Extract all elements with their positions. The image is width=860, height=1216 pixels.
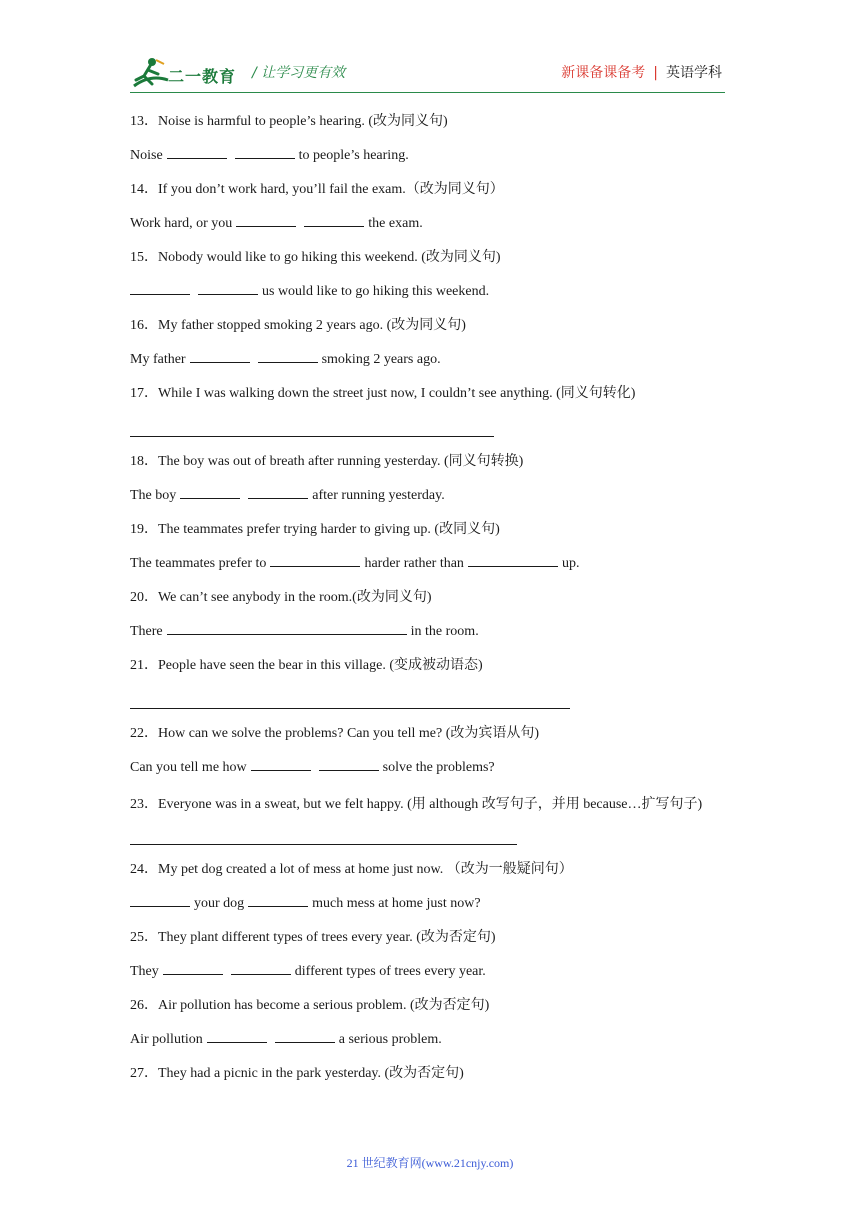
answer-text: The boy	[130, 488, 177, 503]
answer-blank[interactable]	[130, 278, 190, 295]
header-separator: |	[653, 65, 658, 81]
question-25: 25．They plant different types of trees every year. (改为否定句)	[130, 930, 496, 945]
answer-21	[130, 686, 730, 720]
page-footer: 21 世纪教育网(www.21cnjy.com)	[346, 1156, 514, 1170]
answer-text: a serious problem.	[338, 1032, 442, 1047]
question-17: 17．While I was walking down the street just now, I couldn’t see anything. (同义句转化)	[130, 386, 636, 401]
answer-23	[130, 822, 730, 856]
page-header	[0, 0, 860, 100]
answer-blank[interactable]	[270, 550, 360, 567]
answer-blank[interactable]	[167, 618, 407, 635]
answer-blank[interactable]	[190, 346, 250, 363]
question-21: 21．People have seen the bear in this village. (变成被动语态)	[130, 658, 483, 673]
answer-26	[130, 1026, 730, 1060]
answer-blank[interactable]	[319, 754, 379, 771]
answer-16	[130, 346, 730, 380]
answer-text: us would like to go hiking this weekend.	[262, 284, 490, 299]
answer-text: Work hard, or you	[130, 216, 233, 231]
answer-text: much mess at home just now?	[312, 896, 481, 911]
answer-line[interactable]	[130, 822, 517, 845]
answer-text: The teammates prefer to	[130, 556, 267, 571]
answer-15	[130, 278, 730, 312]
answer-text: different types of trees every year.	[294, 964, 486, 979]
answer-25	[130, 958, 730, 992]
answer-text: your dog	[194, 896, 245, 911]
answer-text: to people’s hearing.	[298, 148, 409, 163]
answer-19	[130, 550, 730, 584]
answer-text: smoking 2 years ago.	[321, 352, 441, 367]
answer-blank[interactable]	[248, 482, 308, 499]
answer-text: Noise	[130, 148, 163, 163]
subject-label: 英语学科	[666, 65, 722, 81]
answer-22	[130, 754, 730, 788]
answer-text: the exam.	[368, 216, 423, 231]
answer-text: They	[130, 964, 159, 979]
answer-text: Air pollution	[130, 1032, 203, 1047]
answer-blank[interactable]	[248, 890, 308, 907]
answer-blank[interactable]	[235, 142, 295, 159]
answer-text: harder rather than	[364, 556, 464, 571]
answer-blank[interactable]	[251, 754, 311, 771]
slogan: / 让学习更有效	[252, 65, 346, 81]
answer-20	[130, 618, 730, 652]
answer-blank[interactable]	[163, 958, 223, 975]
answer-line[interactable]	[130, 414, 494, 437]
answer-blank[interactable]	[130, 890, 190, 907]
question-15: 15．Nobody would like to go hiking this weekend. (改为同义句)	[130, 250, 501, 265]
question-22: 22．How can we solve the problems? Can you tell me? (改为宾语从句)	[130, 726, 540, 741]
answer-blank[interactable]	[198, 278, 258, 295]
header-divider	[130, 92, 725, 93]
answer-text: up.	[561, 556, 580, 571]
question-27: 27．They had a picnic in the park yesterday. (改为否定句)	[130, 1066, 464, 1081]
answer-text: My father	[130, 352, 186, 367]
question-20: 20．We can’t see anybody in the room.(改为同义句)	[130, 590, 432, 605]
answer-text: There	[130, 624, 163, 639]
answer-18	[130, 482, 730, 516]
logo-text: 二一教育	[168, 67, 237, 86]
answer-blank[interactable]	[231, 958, 291, 975]
answer-blank[interactable]	[468, 550, 558, 567]
answer-blank[interactable]	[258, 346, 318, 363]
answer-24	[130, 890, 730, 924]
question-24: 24．My pet dog created a lot of mess at home just now. （改为一般疑问句）	[130, 862, 573, 877]
answer-blank[interactable]	[304, 210, 364, 227]
answer-13	[130, 142, 730, 176]
course-label: 新课备课备考	[561, 65, 646, 81]
answer-blank[interactable]	[180, 482, 240, 499]
answer-blank[interactable]	[207, 1026, 267, 1043]
question-19: 19．The teammates prefer trying harder to giving up. (改同义句)	[130, 522, 500, 537]
answer-line[interactable]	[130, 686, 570, 709]
answer-14	[130, 210, 730, 244]
answer-text: in the room.	[410, 624, 479, 639]
answer-text: solve the problems?	[382, 760, 495, 775]
question-13: 13．Noise is harmful to people’s hearing. (改为同义句)	[130, 114, 448, 129]
answer-17	[130, 414, 730, 448]
answer-blank[interactable]	[236, 210, 296, 227]
answer-blank[interactable]	[167, 142, 227, 159]
answer-blank[interactable]	[275, 1026, 335, 1043]
answer-text: after running yesterday.	[312, 488, 445, 503]
question-26: 26．Air pollution has become a serious problem. (改为否定句)	[130, 998, 490, 1013]
exercise-list	[130, 108, 730, 1094]
question-16: 16．My father stopped smoking 2 years ago. (改为同义句)	[130, 318, 466, 333]
question-14: 14．If you don’t work hard, you’ll fail the exam.（改为同义句）	[130, 182, 504, 197]
question-18: 18．The boy was out of breath after running yesterday. (同义句转换)	[130, 454, 524, 469]
question-23: 23．Everyone was in a sweat, but we felt happy. (用 although 改写句子，并用 because…扩写句子)	[130, 797, 703, 812]
header-right	[561, 62, 722, 82]
answer-text: Can you tell me how	[130, 760, 247, 775]
